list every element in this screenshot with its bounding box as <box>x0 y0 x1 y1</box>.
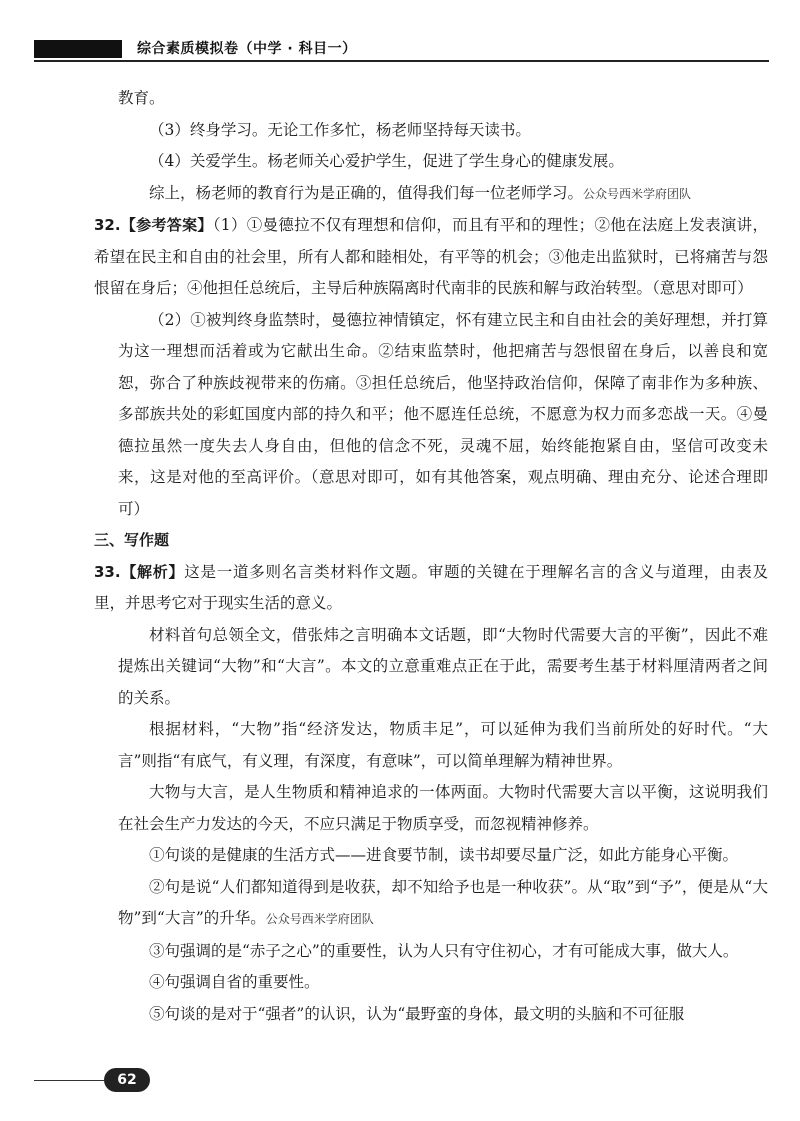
analysis-paragraph: ①句谈的是健康的生活方式——进食要节制，读书却要尽量广泛，如此方能身心平衡。 <box>149 846 739 864</box>
watermark-text: 公众号西米学府团队 <box>583 186 692 201</box>
watermark-text: 公众号西米学府团队 <box>265 912 374 926</box>
analysis-paragraph: 根据材料，“大物”指“经济发达，物质丰足”，可以延伸为我们当前所处的好时代。“大言”则指“有底气，有义理，有深度，有意味”，可以简单理解为精神世界。 <box>118 720 768 770</box>
answer-text: （1）①曼德拉不仅有理想和信仰，而且有平和的理性；②他在法庭上发表演讲，希望在民主和自由的社会里，所有人都和睦相处，有平等的机会；③他走出监狱时，已将痛苦与怨恨留在身后；④他担任总统后，主导后种族隔离时代南非的民族和解与政治转型。（意思对即可） <box>94 216 768 297</box>
analysis-text: ②句是说“人们都知道得到是收获，却不知给予也是一种收获”。从“取”到“予”，便是从“大物”到“大言”的升华。 <box>118 877 768 927</box>
analysis-paragraph: ⑤句谈的是对于“强者”的认识，认为“最野蛮的身体，最文明的头脑和不可征服 <box>149 1004 685 1023</box>
answer-33 <box>94 557 768 620</box>
analysis-paragraph: 大物与大言，是人生物质和精神追求的一体两面。大物时代需要大言以平衡，这说明我们在社会生产力发达的今天，不应只满足于物质享受，而忽视精神修养。 <box>118 783 768 833</box>
analysis-text: 这是一道多则名言类材料作文题。审题的关键在于理解名言的含义与道理，由表及里，并思考它对于现实生活的意义。 <box>94 562 768 612</box>
answer-32-part2: （2）①被判终身监禁时，曼德拉神情镇定，怀有建立民主和自由社会的美好理想，并打算为这一理想而活着或为它献出生命。②结束监禁时，他把痛苦与怨恨留在身后，以善良和宽恕，弥合了种族歧视带来的伤痛。③担任总统后，他坚持政治信仰，保障了南非作为多种族、多部族共处的彩虹国度内部的持久和平；他不愿连任总统，不愿意为权力而多恋战一天。④曼德拉虽然一度失去人身自由，但他的信念不死，灵魂不屈，始终能抱紧自由，坚信可改变未来，这是对他的至高评价。（意思对即可，如有其他答案，观点明确、理由充分、论述合理即可） <box>118 310 768 518</box>
header-rule <box>34 60 769 62</box>
text-line <box>118 178 768 211</box>
header-title: 综合素质模拟卷（中学 · 科目一） <box>137 41 357 57</box>
question-number: 32. <box>94 216 121 234</box>
analysis-paragraph: ③句强调的是“赤子之心”的重要性，认为人只有守住初心，才有可能成大事，做大人。 <box>149 941 739 960</box>
question-number: 33. <box>94 562 121 581</box>
analysis-paragraph <box>118 872 768 936</box>
header-black-bar <box>34 40 122 58</box>
answer-32 <box>94 210 768 305</box>
analysis-paragraph: ④句强调自省的重要性。 <box>149 973 320 991</box>
text-line: 教育。 <box>118 89 165 107</box>
summary-text: 综上，杨老师的教育行为是正确的，值得我们每一位老师学习。 <box>149 183 584 202</box>
section-heading: 三、写作题 <box>94 531 170 549</box>
page-number: 62 <box>104 1068 150 1092</box>
answer-tag: 【参考答案】 <box>120 216 213 234</box>
text-line: （3）终身学习。无论工作多忙，杨老师坚持每天读书。 <box>149 120 531 139</box>
footer-rule <box>34 1080 104 1081</box>
page-body <box>94 83 768 1030</box>
text-line: （4）关爱学生。杨老师关心爱护学生，促进了学生身心的健康发展。 <box>149 152 624 170</box>
analysis-tag: 【解析】 <box>120 562 185 581</box>
analysis-paragraph: 材料首句总领全文，借张炜之言明确本文话题，即“大物时代需要大言的平衡”，因此不难提炼出关键词“大物”和“大言”。本文的立意重难点正在于此，需要考生基于材料厘清两者之间的关系。 <box>118 625 768 707</box>
